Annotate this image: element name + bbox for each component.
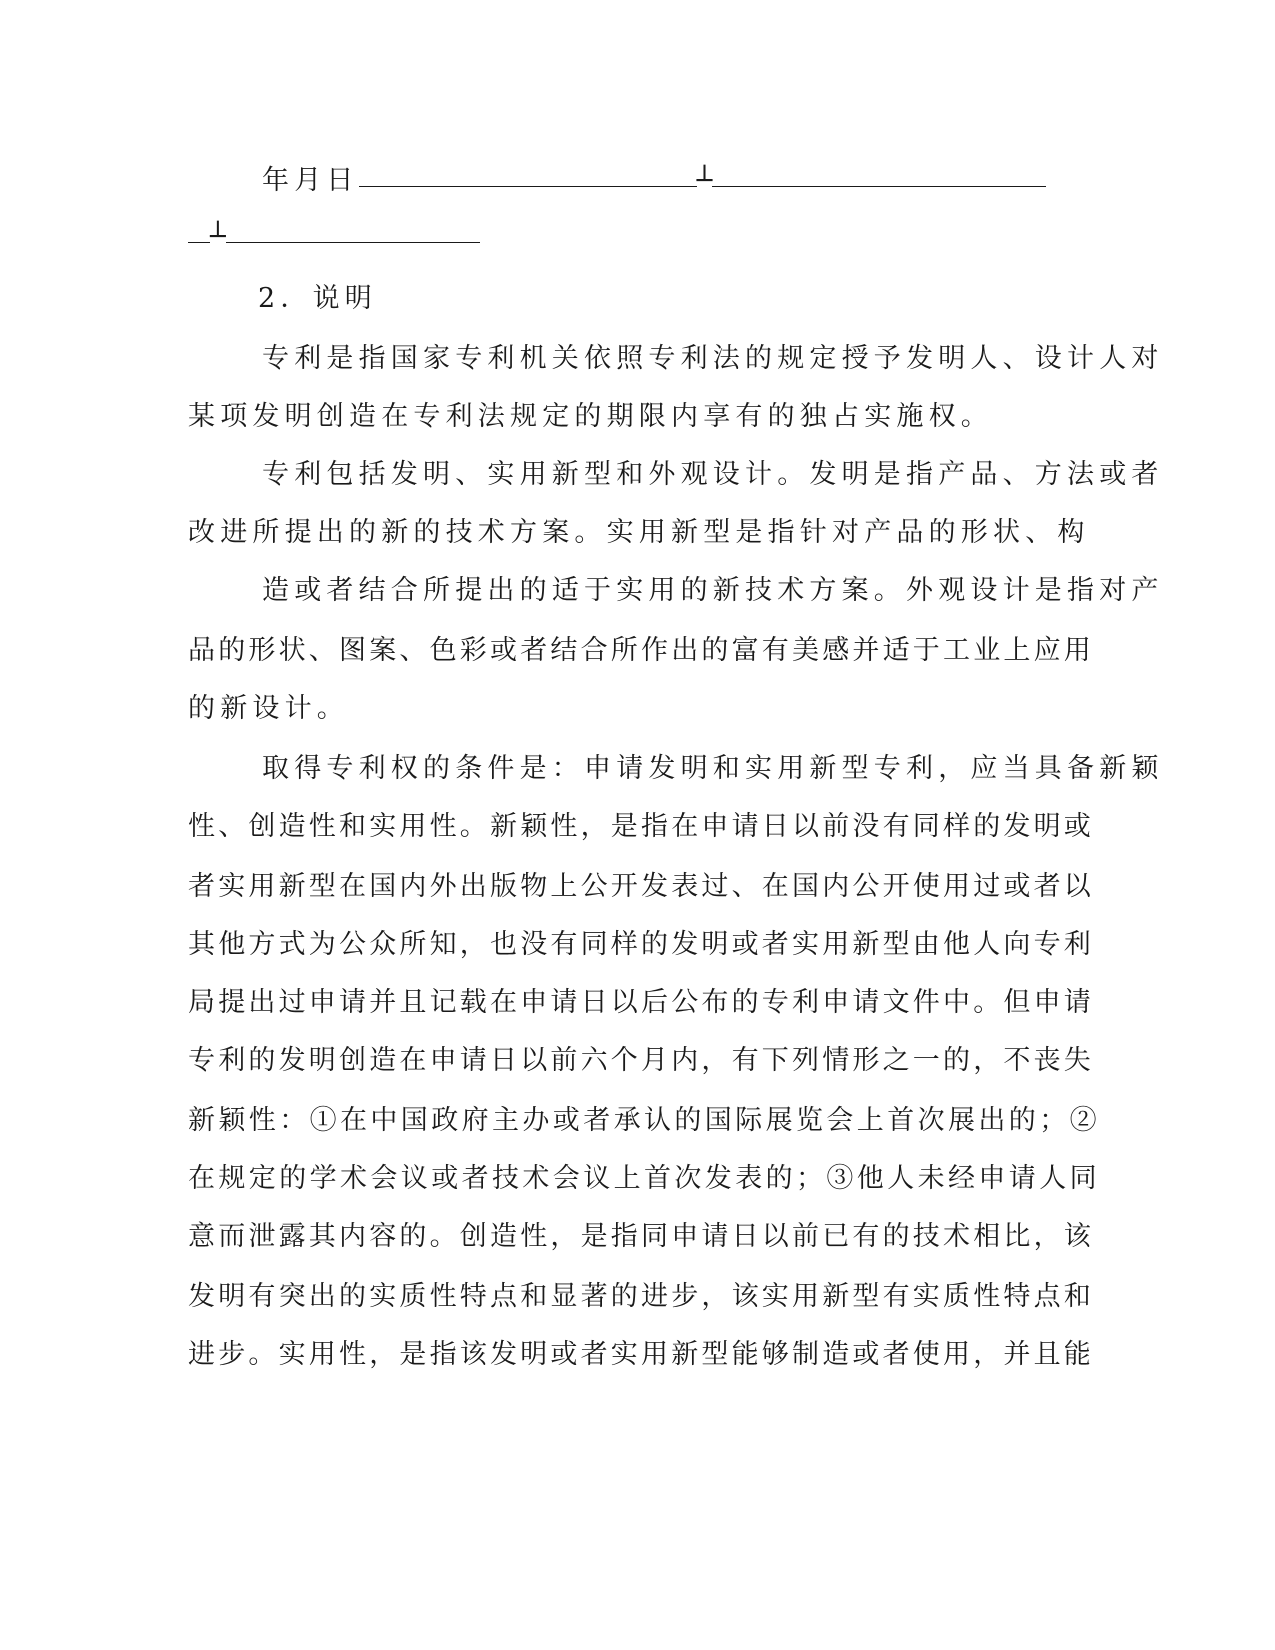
blank-line: [188, 222, 210, 243]
text-line: 性、创造性和实用性。新颖性，是指在申请日以前没有同样的发明或: [188, 811, 1094, 842]
tee-mark: ┴: [210, 222, 226, 252]
text-line: 造或者结合所提出的适于实用的新技术方案。外观设计是指对产: [262, 575, 1164, 606]
date-line-continued: [188, 220, 480, 254]
text-line: 专利包括发明、实用新型和外观设计。发明是指产品、方法或者: [262, 459, 1164, 490]
text-line: 的新设计。: [188, 693, 349, 724]
tee-mark: ┴: [696, 166, 713, 196]
section-heading: 2．说明: [258, 283, 377, 314]
blank-line: [712, 166, 1046, 187]
blank-line: [359, 166, 697, 187]
text-line: 在规定的学术会议或者技术会议上首次发表的；③他人未经申请人同: [188, 1163, 1100, 1194]
date-label: 年月日: [262, 165, 359, 196]
text-line: 改进所提出的新的技术方案。实用新型是指针对产品的形状、构: [188, 517, 1090, 548]
text-line: 局提出过申请并且记载在申请日以后公布的专利申请文件中。但申请: [188, 987, 1094, 1018]
blank-line: [226, 222, 480, 243]
text-line: 品的形状、图案、色彩或者结合所作出的富有美感并适于工业上应用: [188, 635, 1094, 666]
text-line: 专利是指国家专利机关依照专利法的规定授予发明人、设计人对: [262, 343, 1164, 374]
date-line: [262, 164, 1046, 198]
text-line: 取得专利权的条件是：申请发明和实用新型专利，应当具备新颖: [262, 753, 1164, 784]
text-line: 者实用新型在国内外出版物上公开发表过、在国内公开使用过或者以: [188, 871, 1094, 902]
text-line: 某项发明创造在专利法规定的期限内享有的独占实施权。: [188, 401, 993, 432]
text-line: 发明有突出的实质性特点和显著的进步，该实用新型有实质性特点和: [188, 1281, 1094, 1312]
text-line: 专利的发明创造在申请日以前六个月内，有下列情形之一的，不丧失: [188, 1045, 1094, 1076]
text-line: 其他方式为公众所知，也没有同样的发明或者实用新型由他人向专利: [188, 929, 1094, 960]
text-line: 意而泄露其内容的。创造性，是指同申请日以前已有的技术相比，该: [188, 1221, 1094, 1252]
text-line: 新颖性：①在中国政府主办或者承认的国际展览会上首次展出的；②: [188, 1105, 1100, 1136]
text-line: 进步。实用性，是指该发明或者实用新型能够制造或者使用，并且能: [188, 1339, 1094, 1370]
